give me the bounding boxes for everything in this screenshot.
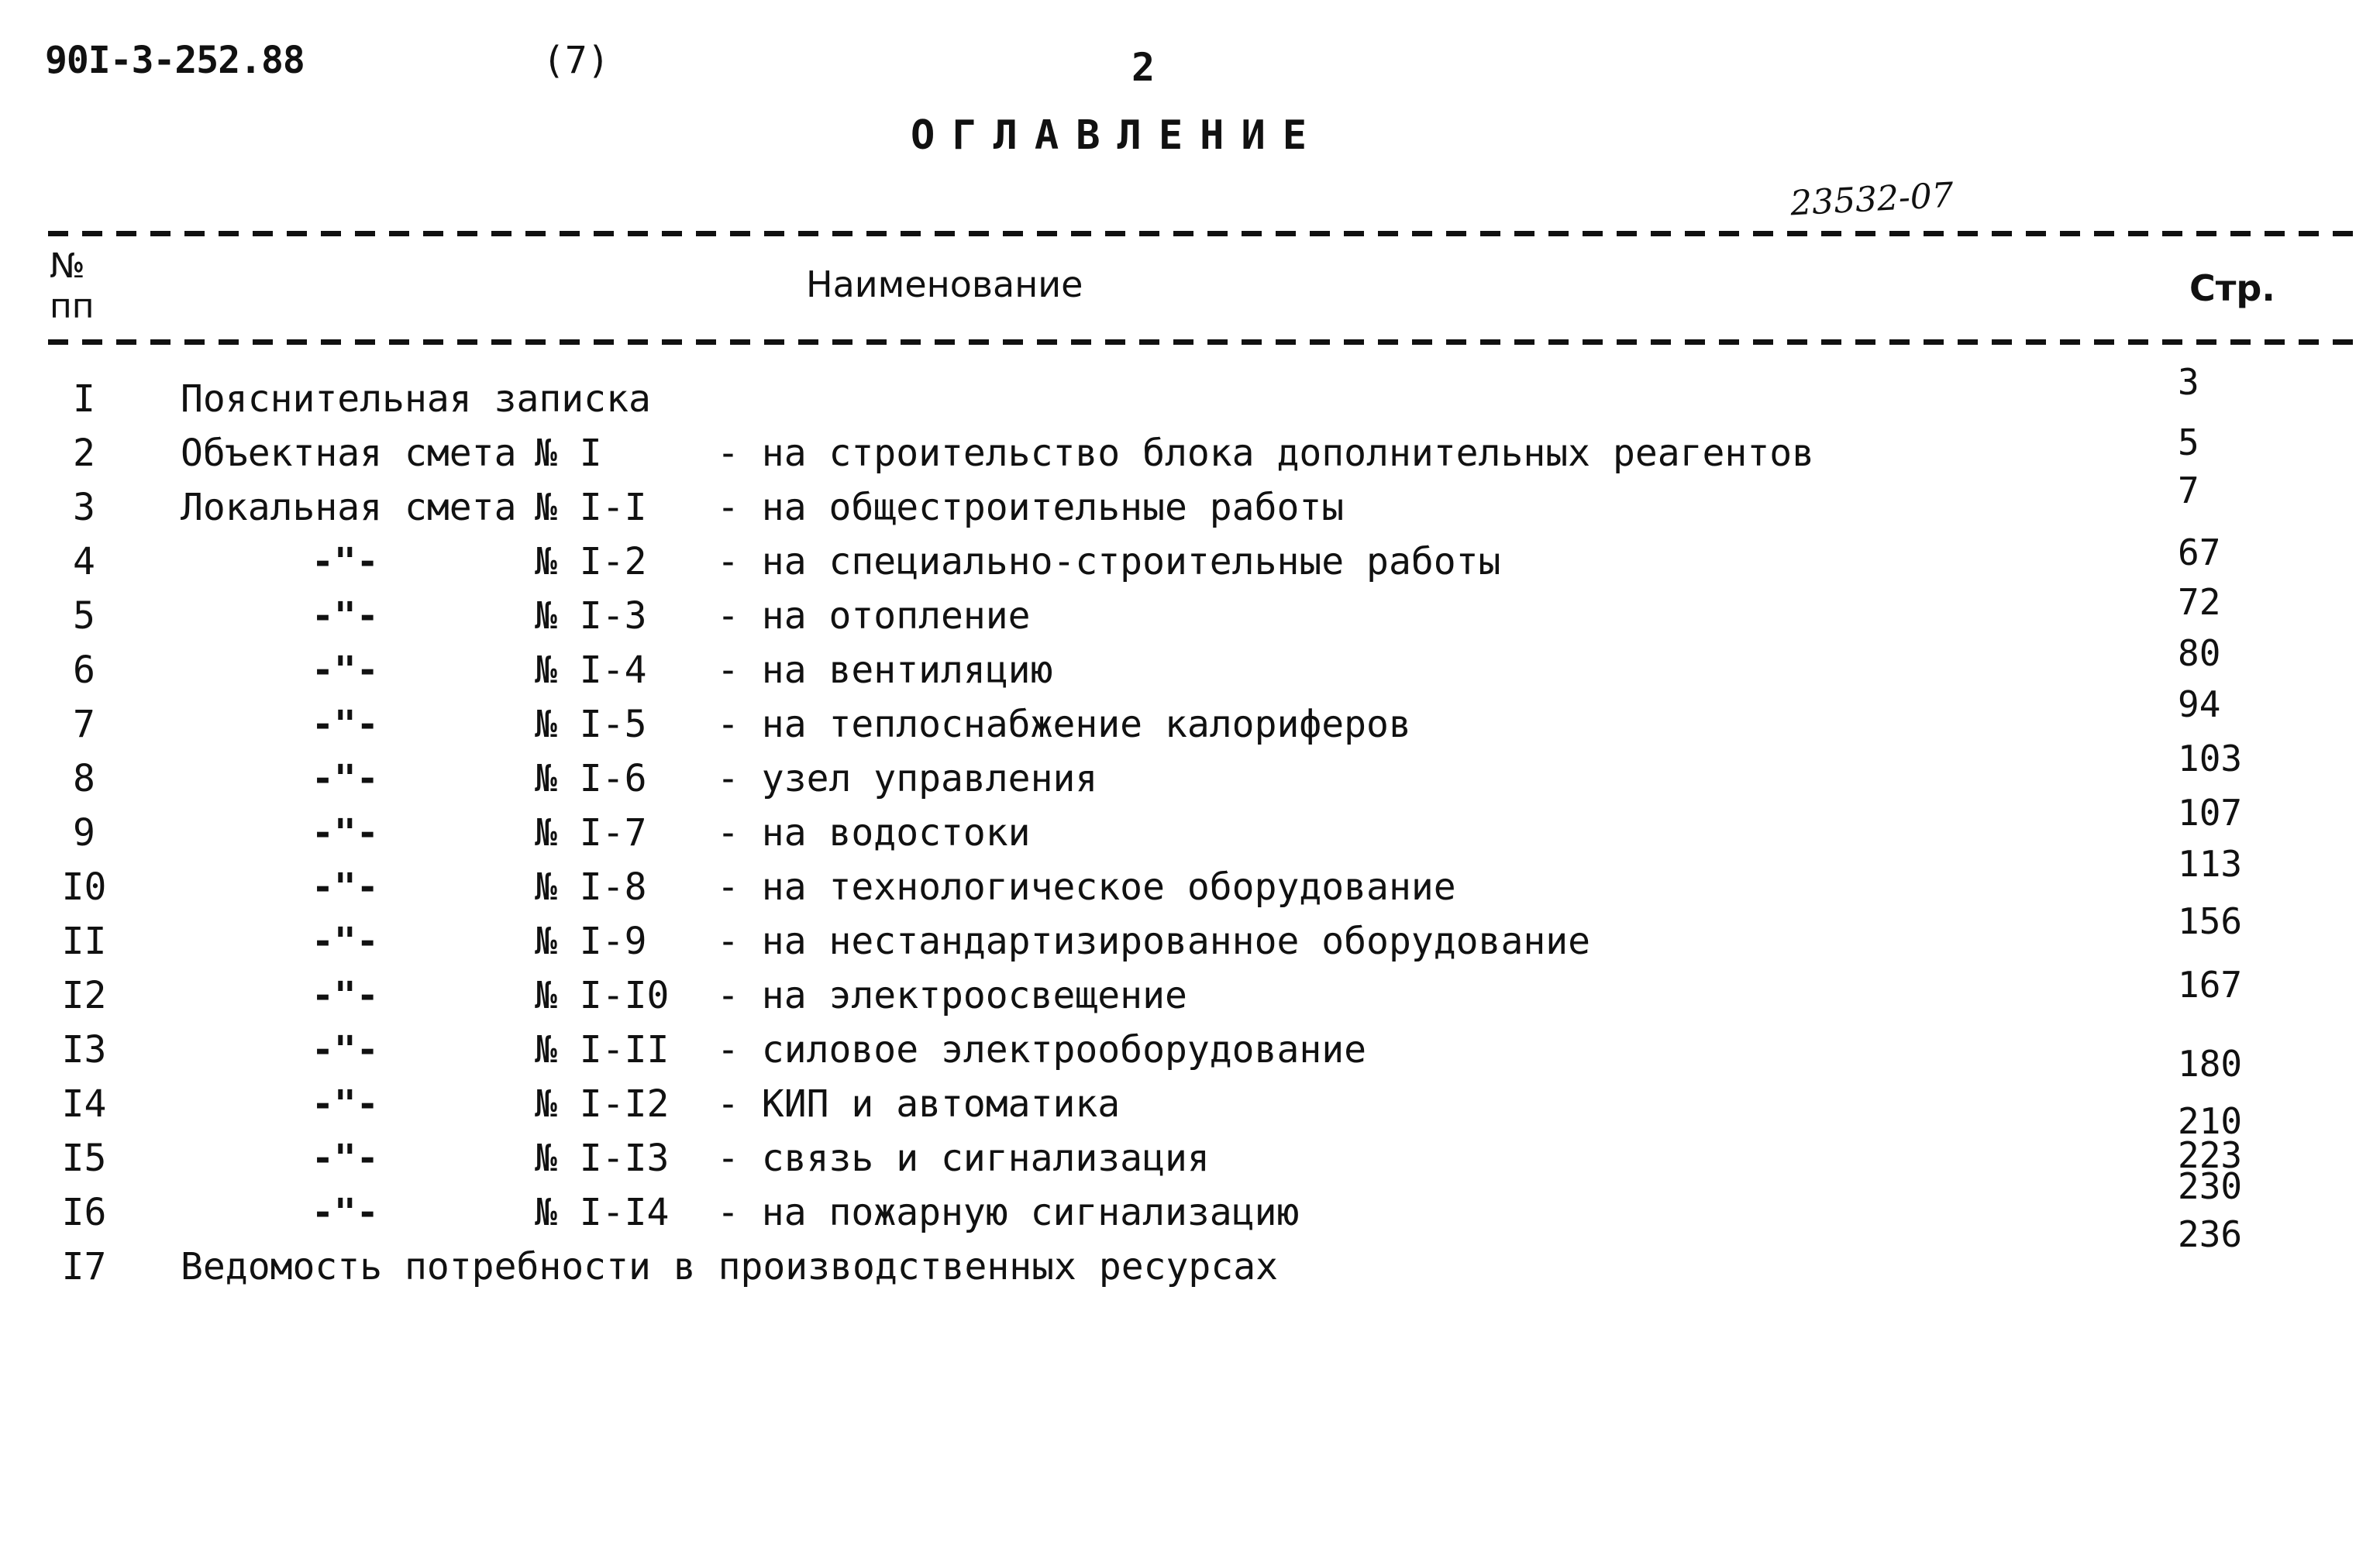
toc-row	[0, 738, 2380, 806]
dashed-divider-bottom	[48, 339, 2358, 345]
row-number: I7	[61, 1245, 107, 1288]
column-header-page: Стр.	[2189, 267, 2275, 309]
row-description: - связь и сигнализация	[717, 1137, 1210, 1180]
row-page: 3	[2178, 361, 2199, 403]
row-number: 4	[73, 540, 95, 583]
row-number: I0	[61, 865, 107, 909]
row-page: 67	[2178, 532, 2221, 573]
number-label: пп	[50, 287, 95, 326]
toc-row	[0, 1165, 2380, 1240]
row-ditto-mark: -"-	[312, 757, 379, 800]
row-estimate-code: № I-II	[535, 1028, 670, 1072]
row-ditto-mark: -"-	[312, 865, 379, 909]
row-description: - на вентиляцию	[717, 648, 1053, 692]
row-description: - КИП и автоматика	[717, 1082, 1121, 1126]
row-number: I3	[61, 1028, 107, 1072]
row-ditto-mark: -"-	[312, 811, 379, 855]
row-number: I2	[61, 974, 107, 1017]
row-title: Пояснительная записка	[181, 377, 651, 421]
row-page: 5	[2178, 421, 2199, 463]
row-page: 103	[2178, 738, 2243, 779]
row-description: - на нестандартизированное оборудование	[717, 920, 1591, 963]
row-number: I	[73, 377, 95, 421]
row-number: 2	[73, 432, 95, 475]
sheet-number: (7)	[542, 39, 610, 82]
row-description: - на строительство блока дополнительных реагентов	[717, 432, 1815, 475]
toc-row	[0, 843, 2380, 914]
row-number: 8	[73, 757, 95, 800]
row-page: 236	[2178, 1213, 2243, 1255]
row-description: - силовое электрооборудование	[717, 1028, 1367, 1072]
row-description: - узел управления	[717, 757, 1098, 800]
column-header-name: Наименование	[806, 263, 1083, 305]
row-description: - на теплоснабжение калориферов	[717, 703, 1411, 746]
dashed-divider-top	[48, 231, 2358, 236]
toc-row	[0, 470, 2380, 535]
row-description: - на специально-строительные работы	[717, 540, 1501, 583]
toc-row	[0, 792, 2380, 860]
row-estimate-code: № I-I4	[535, 1191, 670, 1234]
row-ditto-mark: -"-	[312, 703, 379, 746]
row-description: - на пожарную сигнализацию	[717, 1191, 1300, 1234]
row-number: 9	[73, 811, 95, 855]
row-description: - на общестроительные работы	[717, 486, 1345, 529]
toc-row	[0, 683, 2380, 752]
row-page: 80	[2178, 632, 2221, 674]
row-number: I5	[61, 1137, 107, 1180]
row-estimate-code: № I	[535, 432, 602, 475]
toc-row	[0, 632, 2380, 697]
row-estimate-code: № I-2	[535, 540, 647, 583]
row-estimate-code: № I-I0	[535, 974, 670, 1017]
row-description: - на технологическое оборудование	[717, 865, 1456, 909]
row-number: 6	[73, 648, 95, 692]
row-page: 223	[2178, 1134, 2243, 1176]
row-estimate-type: Объектная смета	[181, 432, 517, 475]
row-ditto-mark: -"-	[312, 540, 379, 583]
row-ditto-mark: -"-	[312, 1137, 379, 1180]
row-estimate-code: № I-I2	[535, 1082, 670, 1126]
page-title: ОГЛАВЛЕНИЕ	[911, 112, 1324, 159]
row-ditto-mark: -"-	[312, 1028, 379, 1072]
row-page: 210	[2178, 1100, 2243, 1142]
row-number: I4	[61, 1082, 107, 1126]
row-description: - на отопление	[717, 594, 1031, 638]
row-estimate-code: № I-5	[535, 703, 647, 746]
toc-row	[0, 361, 2380, 426]
row-estimate-code: № I-9	[535, 920, 647, 963]
row-estimate-code: № I-6	[535, 757, 647, 800]
toc-row	[0, 1131, 2380, 1185]
row-ditto-mark: -"-	[312, 920, 379, 963]
row-number: I6	[61, 1191, 107, 1234]
number-symbol: №	[50, 246, 85, 286]
row-estimate-code: № I-I3	[535, 1137, 670, 1180]
row-ditto-mark: -"-	[312, 1191, 379, 1234]
row-number: 7	[73, 703, 95, 746]
row-ditto-mark: -"-	[312, 1082, 379, 1126]
toc-row	[0, 581, 2380, 643]
row-page: 94	[2178, 683, 2221, 725]
row-number: II	[61, 920, 107, 963]
toc-row	[0, 900, 2380, 968]
row-page: 72	[2178, 581, 2221, 623]
row-estimate-code: № I-3	[535, 594, 647, 638]
row-ditto-mark: -"-	[312, 974, 379, 1017]
row-estimate-code: № I-I	[535, 486, 647, 529]
page-number: 2	[1131, 45, 1156, 90]
row-estimate-code: № I-8	[535, 865, 647, 909]
toc-row	[0, 1077, 2380, 1142]
row-estimate-code: № I-7	[535, 811, 647, 855]
row-page: 180	[2178, 1043, 2243, 1085]
row-title: Ведомость потребности в производственных ресурсах	[181, 1245, 1279, 1288]
row-page: 7	[2178, 470, 2199, 511]
row-description: - на водостоки	[717, 811, 1031, 855]
row-description: - на электроосвещение	[717, 974, 1187, 1017]
row-estimate-code: № I-4	[535, 648, 647, 692]
toc-row	[0, 1023, 2380, 1085]
handwritten-inventory-number: 23532-07	[1789, 175, 1955, 224]
toc-row	[0, 1213, 2380, 1294]
row-page: 113	[2178, 843, 2243, 885]
row-page: 156	[2178, 900, 2243, 942]
row-page: 107	[2178, 792, 2243, 834]
row-number: 5	[73, 594, 95, 638]
row-page: 230	[2178, 1165, 2243, 1207]
row-number: 3	[73, 486, 95, 529]
toc-row	[0, 421, 2380, 480]
column-header-number	[50, 246, 95, 327]
toc-row	[0, 964, 2380, 1023]
row-ditto-mark: -"-	[312, 594, 379, 638]
document-code: 90I-3-252.88	[45, 39, 305, 82]
toc-row	[0, 532, 2380, 589]
row-page: 167	[2178, 964, 2243, 1006]
row-ditto-mark: -"-	[312, 648, 379, 692]
row-estimate-type: Локальная смета	[181, 486, 517, 529]
